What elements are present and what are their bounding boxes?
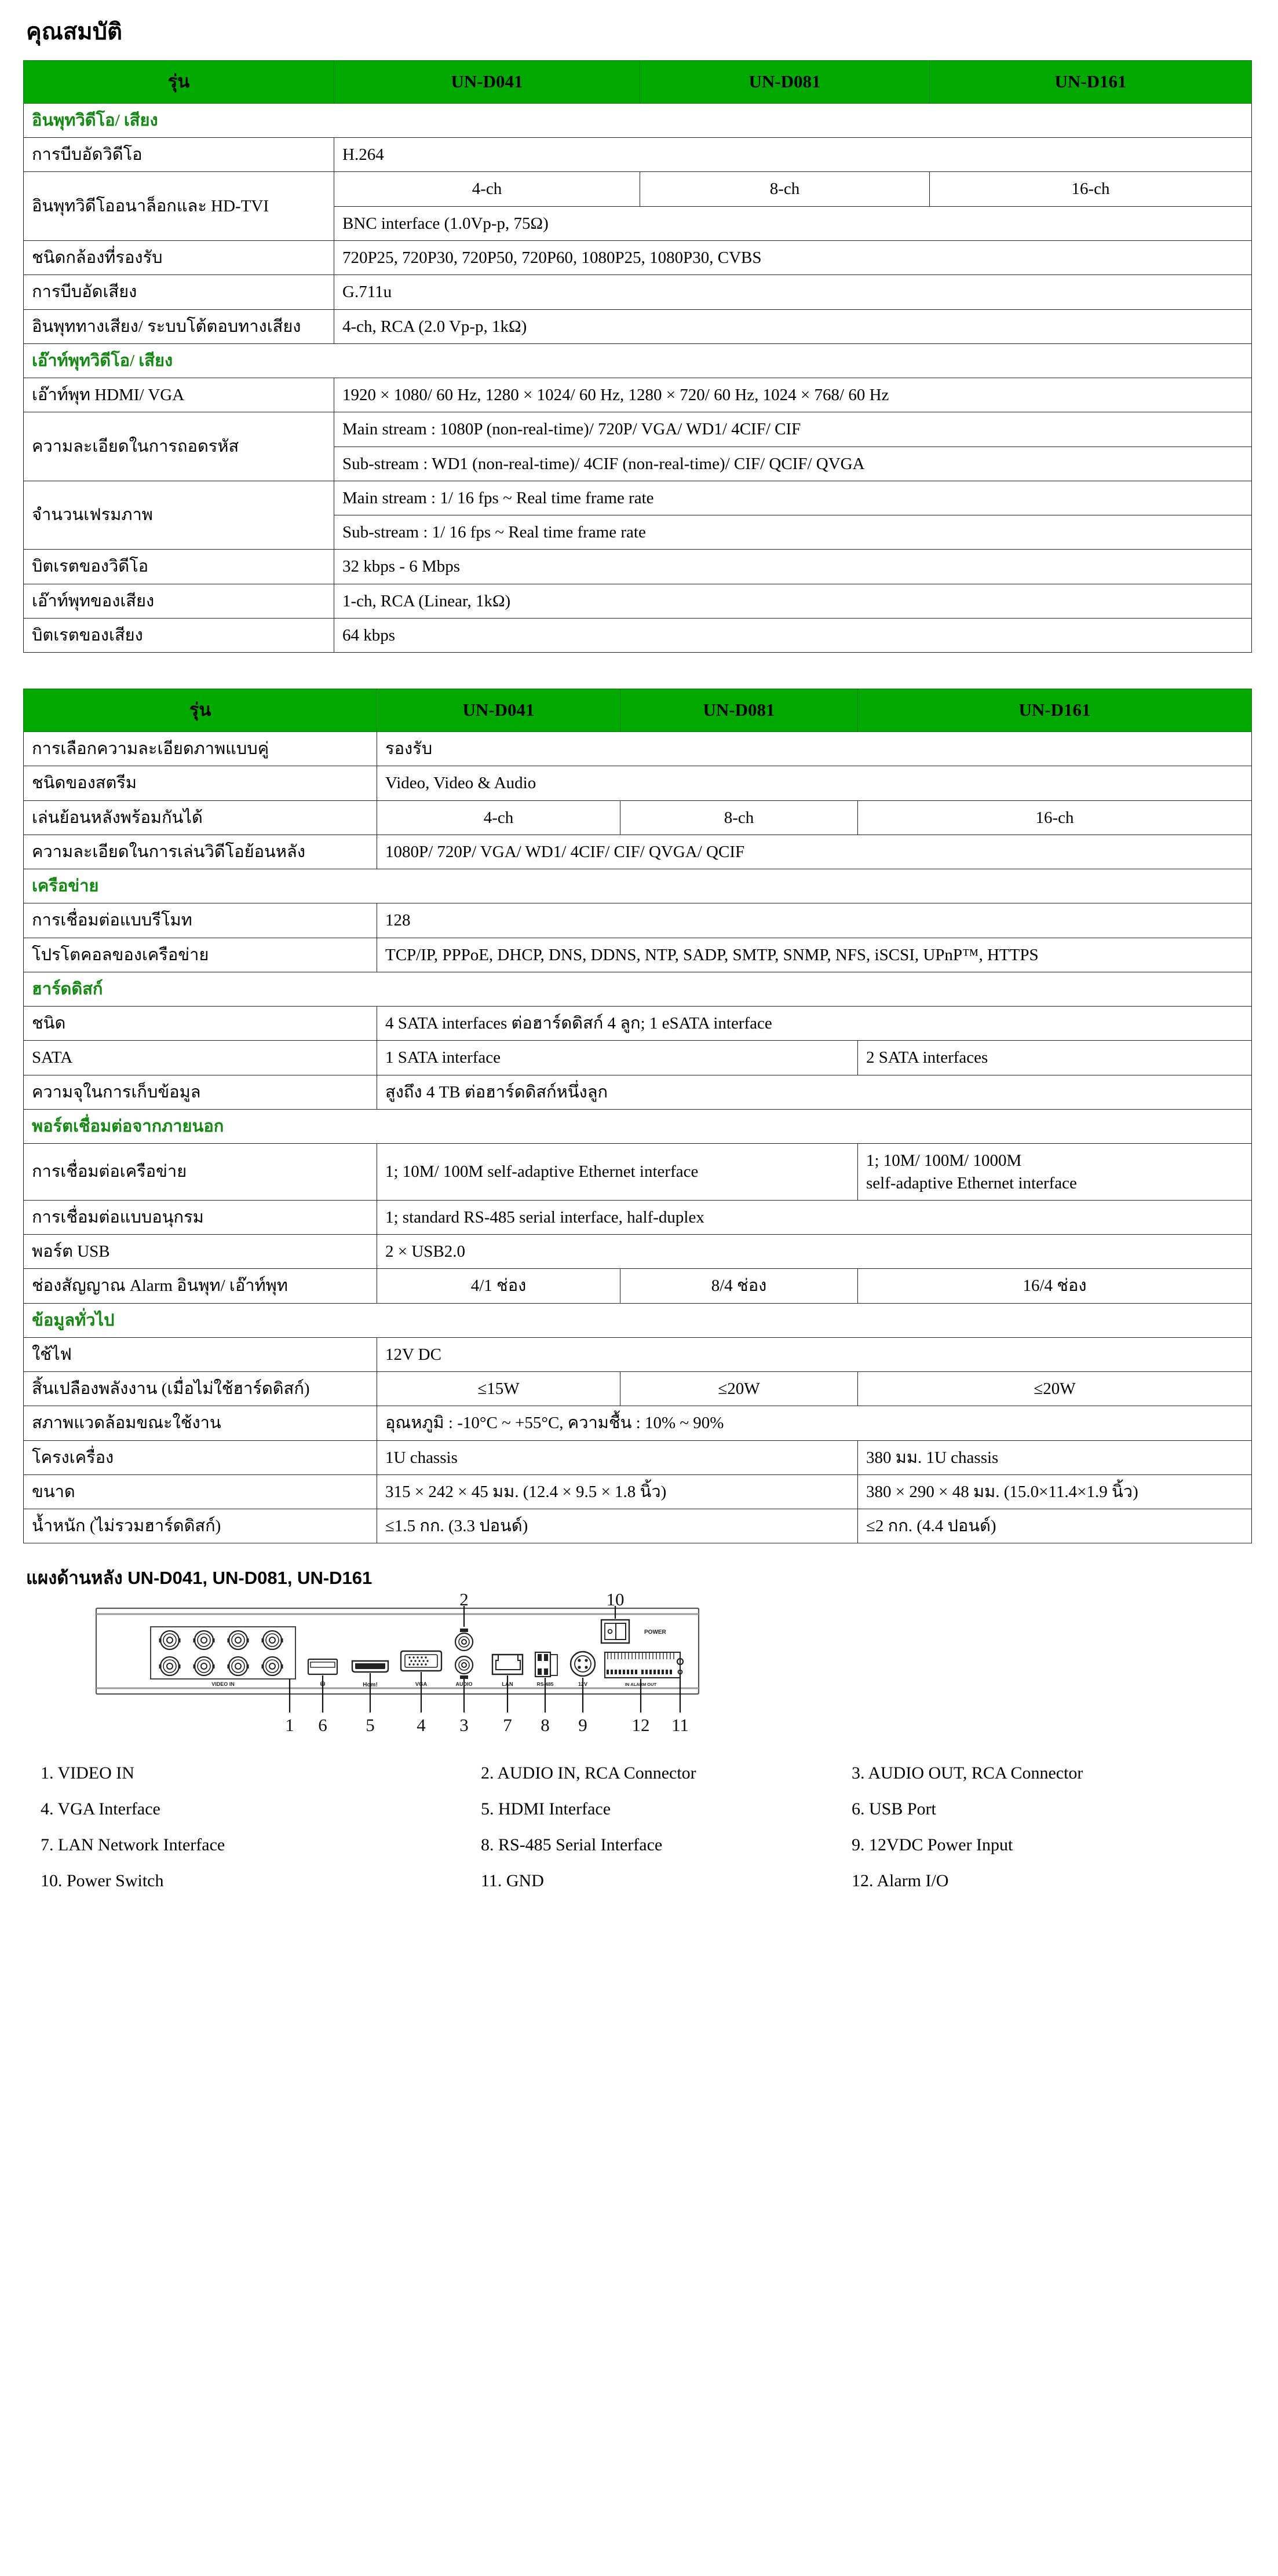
row-label-usb-port: พอร์ต USB bbox=[24, 1235, 377, 1269]
callout-11: 11 bbox=[671, 1715, 689, 1736]
header-un-d081: UN-D081 bbox=[640, 61, 930, 104]
row-value-audio-input: 4-ch, RCA (2.0 Vp-p, 1kΩ) bbox=[334, 309, 1252, 343]
row-label-capacity: ความจุในการเก็บข้อมูล bbox=[24, 1075, 377, 1109]
cell-network-interface-left: 1; 10M/ 100M self-adaptive Ethernet interface bbox=[377, 1144, 858, 1201]
header-model: รุ่น bbox=[24, 61, 334, 104]
header-un-d081-2: UN-D081 bbox=[620, 689, 858, 732]
row-value-hdmi-vga-output: 1920 × 1080/ 60 Hz, 1280 × 1024/ 60 Hz, 1280 × 720/ 60 Hz, 1024 × 768/ 60 Hz bbox=[334, 378, 1252, 412]
cell-sync-ch-d081: 8-ch bbox=[620, 800, 858, 835]
cell-framerate-main-stream: Main stream : 1/ 16 fps ~ Real time frame rate bbox=[334, 481, 1252, 515]
row-value-audio-output: 1-ch, RCA (Linear, 1kΩ) bbox=[334, 584, 1252, 618]
row-value-stream-type: Video, Video & Audio bbox=[377, 766, 1252, 800]
rear-panel-title: แผงด้านหลัง UN-D041, UN-D081, UN-D161 bbox=[26, 1568, 373, 1589]
label-video-in: VIDEO IN bbox=[211, 1681, 235, 1688]
label-usb: ⛁ bbox=[320, 1681, 326, 1688]
row-value-serial-interface: 1; standard RS-485 serial interface, half-duplex bbox=[377, 1200, 1252, 1234]
table-row bbox=[24, 1200, 1252, 1234]
header-un-d161-2: UN-D161 bbox=[858, 689, 1252, 732]
label-12v: 12V bbox=[578, 1681, 588, 1688]
row-label-playback-resolution: ความละเอียดในการเล่นวิดีโอย้อนหลัง bbox=[24, 835, 377, 869]
section-row-general bbox=[24, 1303, 1252, 1337]
label-alarm: IN ALARM OUT bbox=[625, 1682, 657, 1688]
table-spacer bbox=[23, 653, 1255, 689]
row-value-remote-connections: 128 bbox=[377, 903, 1252, 938]
label-hdmi: Hom! bbox=[363, 1682, 378, 1689]
section-row-hard-disk bbox=[24, 972, 1252, 1006]
table-row bbox=[24, 1337, 1252, 1371]
cell-dimensions-right: 380 × 290 × 48 มม. (15.0×11.4×1.9 นิ้ว) bbox=[858, 1474, 1252, 1509]
table-row bbox=[24, 138, 1252, 172]
callout-10-top: 10 bbox=[606, 1589, 625, 1610]
legend-item-6: 6. USB Port bbox=[852, 1799, 936, 1819]
row-label-frame-rate: จำนวนเฟรมภาพ bbox=[24, 481, 334, 550]
cell-bnc-interface: BNC interface (1.0Vp-p, 75Ω) bbox=[334, 206, 1252, 240]
table2-header-row bbox=[24, 689, 1252, 732]
cell-framerate-sub-stream: Sub-stream : 1/ 16 fps ~ Real time frame rate bbox=[334, 515, 1252, 550]
callout-3: 3 bbox=[459, 1715, 469, 1736]
table-row bbox=[24, 1406, 1252, 1440]
cell-power-d041: ≤15W bbox=[377, 1372, 620, 1406]
cell-weight-right: ≤2 กก. (4.4 ปอนด์) bbox=[858, 1509, 1252, 1543]
table-row bbox=[24, 1144, 1252, 1201]
rear-panel-legend bbox=[41, 1763, 1228, 1891]
row-value-audio-bitrate: 64 kbps bbox=[334, 618, 1252, 652]
row-label-network-protocols: โปรโตคอลของเครือข่าย bbox=[24, 938, 377, 972]
table1-header-row bbox=[24, 61, 1252, 104]
row-label-weight: น้ำหนัก (ไม่รวมฮาร์ดดิสก์) bbox=[24, 1509, 377, 1543]
table-row bbox=[24, 938, 1252, 972]
callout-6: 6 bbox=[318, 1715, 327, 1736]
header-un-d161: UN-D161 bbox=[930, 61, 1252, 104]
row-label-audio-bitrate: บิตเรตของเสียง bbox=[24, 618, 334, 652]
table-row bbox=[24, 618, 1252, 652]
legend-item-7: 7. LAN Network Interface bbox=[41, 1835, 225, 1855]
spec-table-1 bbox=[23, 60, 1252, 653]
row-label-alarm-io: ช่องสัญญาณ Alarm อินพุท/ เอ๊าท์พุท bbox=[24, 1269, 377, 1303]
table-row bbox=[24, 1041, 1252, 1075]
cell-network-interface-right bbox=[858, 1144, 1252, 1201]
row-label-audio-compression: การบีบอัดเสียง bbox=[24, 275, 334, 309]
table-row bbox=[24, 309, 1252, 343]
table-row bbox=[24, 1509, 1252, 1543]
legend-item-9: 9. 12VDC Power Input bbox=[852, 1835, 1013, 1855]
row-label-dimensions: ขนาด bbox=[24, 1474, 377, 1509]
table-row bbox=[24, 1007, 1252, 1041]
row-label-decoding-resolution: ความละเอียดในการถอดรหัส bbox=[24, 412, 334, 481]
table-row bbox=[24, 550, 1252, 584]
legend-item-5: 5. HDMI Interface bbox=[481, 1799, 611, 1819]
table-row bbox=[24, 240, 1252, 275]
cell-power-d081: ≤20W bbox=[620, 1372, 858, 1406]
section-row-network bbox=[24, 869, 1252, 903]
page-title: คุณสมบัติ bbox=[26, 19, 123, 45]
cell-alarm-d041: 4/1 ช่อง bbox=[377, 1269, 620, 1303]
row-label-camera-types: ชนิดกล้องที่รองรับ bbox=[24, 240, 334, 275]
rear-panel-svg bbox=[93, 1589, 707, 1746]
row-value-playback-resolution: 1080P/ 720P/ VGA/ WD1/ 4CIF/ CIF/ QVGA/ QCIF bbox=[377, 835, 1252, 869]
table-row bbox=[24, 1474, 1252, 1509]
callout-4: 4 bbox=[417, 1715, 426, 1736]
label-lan: LAN bbox=[502, 1681, 513, 1688]
table-row bbox=[24, 481, 1252, 515]
table-row bbox=[24, 412, 1252, 447]
callout-2-top: 2 bbox=[459, 1589, 469, 1610]
table-row bbox=[24, 1440, 1252, 1474]
row-label-stream-type: ชนิดของสตรีม bbox=[24, 766, 377, 800]
label-vga: VGA bbox=[415, 1681, 428, 1688]
callout-9: 9 bbox=[578, 1715, 587, 1736]
row-value-network-protocols: TCP/IP, PPPoE, DHCP, DNS, DDNS, NTP, SADP, SMTP, SNMP, NFS, iSCSI, UPnP™, HTTPS bbox=[377, 938, 1252, 972]
section-external-ports: พอร์ตเชื่อมต่อจากภายนอก bbox=[24, 1109, 1252, 1143]
spec-table-2 bbox=[23, 689, 1252, 1543]
cell-sync-ch-d041: 4-ch bbox=[377, 800, 620, 835]
legend-item-12: 12. Alarm I/O bbox=[852, 1871, 949, 1891]
cell-analog-ch-d041: 4-ch bbox=[334, 172, 640, 206]
callout-8: 8 bbox=[541, 1715, 550, 1736]
row-label-network-interface: การเชื่อมต่อเครือข่าย bbox=[24, 1144, 377, 1201]
section-hard-disk: ฮาร์ดดิสก์ bbox=[24, 972, 1252, 1006]
label-rs485: RS-485 bbox=[536, 1681, 554, 1688]
cell-chassis-right: 380 มม. 1U chassis bbox=[858, 1440, 1252, 1474]
table-row bbox=[24, 903, 1252, 938]
chassis-outline bbox=[96, 1608, 699, 1694]
table-row bbox=[24, 1075, 1252, 1109]
table-row bbox=[24, 378, 1252, 412]
section-video-audio-input: อินพุทวิดีโอ/ เสียง bbox=[24, 103, 1252, 137]
row-value-video-bitrate: 32 kbps - 6 Mbps bbox=[334, 550, 1252, 584]
cell-power-d161: ≤20W bbox=[858, 1372, 1252, 1406]
table-row bbox=[24, 800, 1252, 835]
row-label-hdd-type: ชนิด bbox=[24, 1007, 377, 1041]
row-value-video-compression: H.264 bbox=[334, 138, 1252, 172]
callout-12: 12 bbox=[631, 1715, 650, 1736]
row-label-video-compression: การบีบอัดวิดีโอ bbox=[24, 138, 334, 172]
cell-alarm-d081: 8/4 ช่อง bbox=[620, 1269, 858, 1303]
network-interface-line1: 1; 10M/ 100M/ 1000M bbox=[866, 1151, 1022, 1170]
section-network: เครือข่าย bbox=[24, 869, 1252, 903]
cell-sync-ch-d161: 16-ch bbox=[858, 800, 1252, 835]
row-label-analog-hdtvi-input: อินพุทวิดีโออนาล็อกและ HD-TVI bbox=[24, 172, 334, 241]
callout-5: 5 bbox=[366, 1715, 375, 1736]
row-label-audio-output: เอ๊าท์พุทของเสียง bbox=[24, 584, 334, 618]
row-label-operating-env: สภาพแวดล้อมขณะใช้งาน bbox=[24, 1406, 377, 1440]
row-label-audio-input: อินพุททางเสียง/ ระบบโต้ตอบทางเสียง bbox=[24, 309, 334, 343]
row-label-sata: SATA bbox=[24, 1041, 377, 1075]
spec-page bbox=[0, 13, 1278, 1908]
table-row bbox=[24, 275, 1252, 309]
table-row bbox=[24, 835, 1252, 869]
table-row bbox=[24, 1269, 1252, 1303]
network-interface-line2: self-adaptive Ethernet interface bbox=[866, 1173, 1077, 1192]
cell-alarm-d161: 16/4 ช่อง bbox=[858, 1269, 1252, 1303]
legend-item-2: 2. AUDIO IN, RCA Connector bbox=[481, 1763, 696, 1783]
section-row-video-audio-output bbox=[24, 343, 1252, 378]
row-value-operating-env: อุณหภูมิ : -10°C ~ +55°C, ความชื้น : 10% ~ 90% bbox=[377, 1406, 1252, 1440]
section-row-video-audio-input bbox=[24, 103, 1252, 137]
header-model-2: รุ่น bbox=[24, 689, 377, 732]
cell-analog-ch-d161: 16-ch bbox=[930, 172, 1252, 206]
cell-sata-right: 2 SATA interfaces bbox=[858, 1041, 1252, 1075]
table-row bbox=[24, 766, 1252, 800]
cell-chassis-left: 1U chassis bbox=[377, 1440, 858, 1474]
row-label-power-supply: ใช้ไฟ bbox=[24, 1337, 377, 1371]
cell-decoding-sub-stream: Sub-stream : WD1 (non-real-time)/ 4CIF (non-real-time)/ CIF/ QCIF/ QVGA bbox=[334, 447, 1252, 481]
cell-weight-left: ≤1.5 กก. (3.3 ปอนด์) bbox=[377, 1509, 858, 1543]
row-label-remote-connections: การเชื่อมต่อแบบรีโมท bbox=[24, 903, 377, 938]
row-label-dual-stream: การเลือกความละเอียดภาพแบบคู่ bbox=[24, 732, 377, 766]
row-value-dual-stream: รองรับ bbox=[377, 732, 1252, 766]
section-row-external-ports bbox=[24, 1109, 1252, 1143]
legend-item-4: 4. VGA Interface bbox=[41, 1799, 160, 1819]
row-value-power-supply: 12V DC bbox=[377, 1337, 1252, 1371]
table-row bbox=[24, 584, 1252, 618]
row-value-capacity: สูงถึง 4 TB ต่อฮาร์ดดิสก์หนึ่งลูก bbox=[377, 1075, 1252, 1109]
label-audio: AUDIO bbox=[455, 1681, 473, 1688]
table-row bbox=[24, 732, 1252, 766]
section-video-audio-output: เอ๊าท์พุทวิดีโอ/ เสียง bbox=[24, 343, 1252, 378]
legend-item-10: 10. Power Switch bbox=[41, 1871, 164, 1891]
cell-analog-ch-d081: 8-ch bbox=[640, 172, 930, 206]
table-row bbox=[24, 172, 1252, 206]
table-row bbox=[24, 1372, 1252, 1406]
row-label-hdmi-vga-output: เอ๊าท์พุท HDMI/ VGA bbox=[24, 378, 334, 412]
legend-item-1: 1. VIDEO IN bbox=[41, 1763, 134, 1783]
row-value-camera-types: 720P25, 720P30, 720P50, 720P60, 1080P25, 1080P30, CVBS bbox=[334, 240, 1252, 275]
legend-item-11: 11. GND bbox=[481, 1871, 544, 1891]
row-label-sync-playback: เล่นย้อนหลังพร้อมกันได้ bbox=[24, 800, 377, 835]
cell-dimensions-left: 315 × 242 × 45 มม. (12.4 × 9.5 × 1.8 นิ้ว) bbox=[377, 1474, 858, 1509]
row-label-video-bitrate: บิตเรตของวิดีโอ bbox=[24, 550, 334, 584]
cell-decoding-main-stream: Main stream : 1080P (non-real-time)/ 720P/ VGA/ WD1/ 4CIF/ CIF bbox=[334, 412, 1252, 447]
rear-panel-diagram bbox=[93, 1589, 707, 1746]
row-value-audio-compression: G.711u bbox=[334, 275, 1252, 309]
cell-sata-left: 1 SATA interface bbox=[377, 1041, 858, 1075]
header-un-d041: UN-D041 bbox=[334, 61, 640, 104]
label-power: POWER bbox=[644, 1629, 666, 1636]
section-general: ข้อมูลทั่วไป bbox=[24, 1303, 1252, 1337]
legend-item-3: 3. AUDIO OUT, RCA Connector bbox=[852, 1763, 1083, 1783]
row-label-serial-interface: การเชื่อมต่อแบบอนุกรม bbox=[24, 1200, 377, 1234]
table-row bbox=[24, 1235, 1252, 1269]
header-un-d041-2: UN-D041 bbox=[377, 689, 620, 732]
row-value-usb-port: 2 × USB2.0 bbox=[377, 1235, 1252, 1269]
row-label-chassis: โครงเครื่อง bbox=[24, 1440, 377, 1474]
legend-item-8: 8. RS-485 Serial Interface bbox=[481, 1835, 663, 1855]
callout-7: 7 bbox=[503, 1715, 512, 1736]
row-value-hdd-type: 4 SATA interfaces ต่อฮาร์ดดิสก์ 4 ลูก; 1 eSATA interface bbox=[377, 1007, 1252, 1041]
row-label-power-consumption: สิ้นเปลืองพลังงาน (เมื่อไม่ใช้ฮาร์ดดิสก์) bbox=[24, 1372, 377, 1406]
callout-1: 1 bbox=[285, 1715, 294, 1736]
